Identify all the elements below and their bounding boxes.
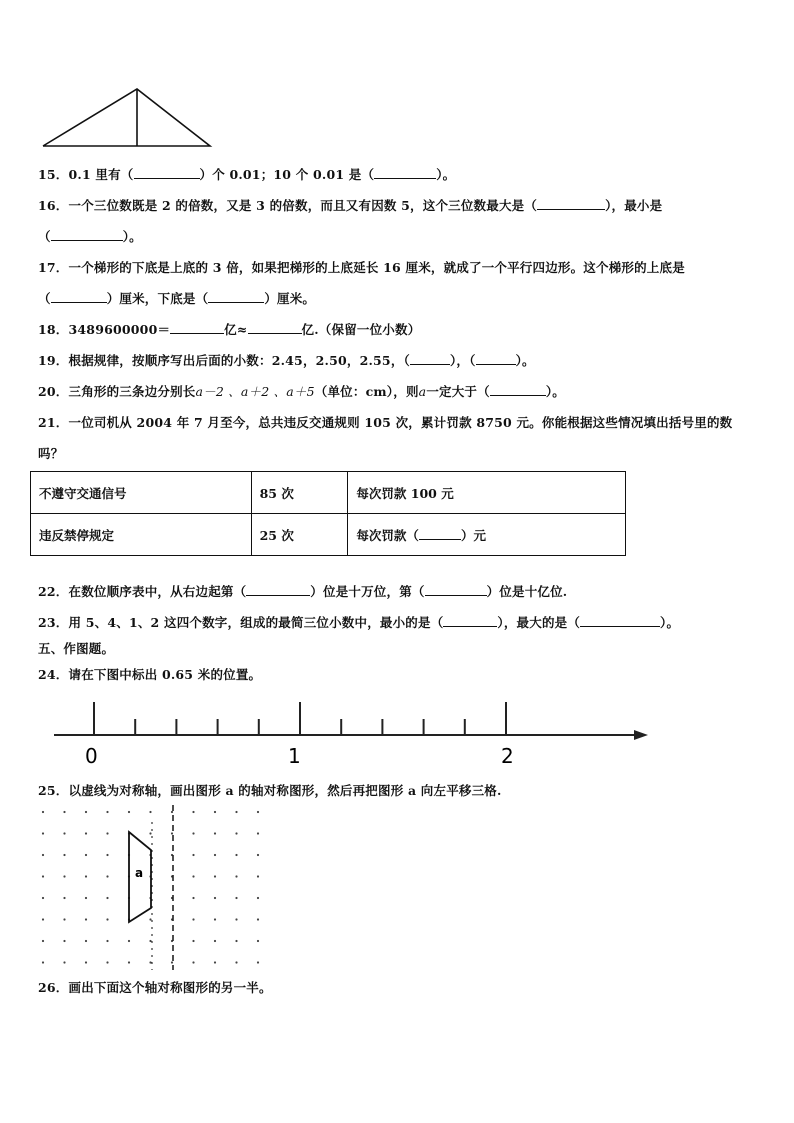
grid-dot (106, 897, 108, 899)
grid-dot (214, 811, 216, 813)
answer-blank[interactable] (419, 527, 461, 540)
answer-blank[interactable] (476, 352, 516, 365)
grid-dot (235, 940, 237, 942)
tick-label: 0 (85, 744, 98, 768)
grid-dot (106, 811, 108, 813)
grid-dot (171, 961, 173, 963)
fines-table (30, 471, 626, 556)
grid-dot (106, 832, 108, 834)
answer-blank[interactable] (443, 614, 497, 627)
grid-dot (63, 940, 65, 942)
grid-dot (106, 940, 108, 942)
answer-blank[interactable] (580, 614, 660, 627)
grid-dot (42, 940, 44, 942)
grid-dot (235, 832, 237, 834)
grid-dot (235, 875, 237, 877)
answer-blank[interactable] (490, 383, 546, 396)
figure-a-label: a (135, 866, 144, 880)
grid-dot (192, 940, 194, 942)
grid-dot (214, 832, 216, 834)
question-21: 21．一位司机从 2004 年 7 月至今，总共违反交通规则 105 次，累计罚款 8750 元。你能根据这些情况填出括号里的数 (38, 415, 733, 430)
grid-dot (42, 832, 44, 834)
grid-dot (257, 918, 259, 920)
question-17: 17．一个梯形的下底是上底的 3 倍，如果把梯形的上底延长 16 厘米，就成了一个平行四边形。这个梯形的上底是 (38, 260, 685, 275)
grid-dot (192, 854, 194, 856)
grid-dot (149, 832, 151, 834)
grid-dot (106, 854, 108, 856)
number-line (0, 690, 794, 770)
tick-label: 1 (288, 744, 301, 768)
tick-label: 2 (501, 744, 514, 768)
grid-dot (42, 854, 44, 856)
grid-dot (128, 940, 130, 942)
answer-blank[interactable] (248, 321, 302, 334)
grid-dot (149, 940, 151, 942)
grid-dot (85, 961, 87, 963)
question-21-line2: 吗？ (38, 446, 64, 461)
answer-blank[interactable] (51, 290, 107, 303)
grid-dot (106, 918, 108, 920)
grid-dot (63, 897, 65, 899)
grid-dot (235, 897, 237, 899)
question-18: 18．3489600000＝ 亿≈ 亿.（保留一位小数） (38, 322, 421, 337)
grid-dot (149, 961, 151, 963)
question-16: 16．一个三位数既是 2 的倍数，又是 3 的倍数，而且又有因数 5，这个三位数最大是（ ），最小是 (38, 198, 663, 213)
grid-dot (85, 918, 87, 920)
grid-dot (63, 854, 65, 856)
table-cell: 每次罚款（ ）元 (348, 514, 626, 556)
answer-blank[interactable] (134, 166, 200, 179)
answer-blank[interactable] (537, 197, 605, 210)
answer-blank[interactable] (246, 583, 310, 596)
grid-dot (42, 961, 44, 963)
grid-dot (257, 961, 259, 963)
variable-a: a (418, 384, 427, 399)
grid-dot (214, 854, 216, 856)
table-cell: 25 次 (251, 514, 348, 556)
grid-dot (257, 875, 259, 877)
grid-dot (106, 961, 108, 963)
grid-dot (85, 854, 87, 856)
question-22: 22．在数位顺序表中，从右边起第（ ）位是十万位，第（ ）位是十亿位. (38, 584, 568, 599)
answer-blank[interactable] (374, 166, 436, 179)
dot-grid-figure (0, 800, 794, 975)
grid-dot (63, 832, 65, 834)
grid-dot (214, 897, 216, 899)
table-row (31, 514, 626, 556)
grid-dot (214, 918, 216, 920)
grid-dot (149, 811, 151, 813)
answer-blank[interactable] (410, 352, 450, 365)
section-heading: 五、作图题。 (38, 641, 115, 656)
grid-dot (214, 961, 216, 963)
grid-dot (235, 811, 237, 813)
grid-dot (257, 832, 259, 834)
side-expression: a－2 、a＋2 、a＋5 (195, 384, 315, 399)
question-20: 20．三角形的三条边分别长a－2 、a＋2 、a＋5（单位：cm），则a一定大于（ ）。 (38, 384, 565, 399)
grid-dot (192, 811, 194, 813)
triangle-figure (0, 0, 794, 160)
answer-blank[interactable] (170, 321, 224, 334)
grid-dot (214, 940, 216, 942)
grid-dot (235, 961, 237, 963)
question-15: 15．0.1 里有（ ）个 0.01；10 个 0.01 是（ ）。 (38, 167, 456, 182)
table-cell: 每次罚款 100 元 (348, 472, 626, 514)
answer-blank[interactable] (425, 583, 487, 596)
answer-blank[interactable] (51, 228, 123, 241)
table-cell: 不遵守交通信号 (31, 472, 252, 514)
grid-dot (171, 811, 173, 813)
grid-dot (257, 940, 259, 942)
grid-dot (85, 832, 87, 834)
question-25: 25．以虚线为对称轴，画出图形 a 的轴对称图形，然后再把图形 a 向左平移三格. (38, 783, 502, 798)
answer-blank[interactable] (208, 290, 264, 303)
grid-dot (85, 897, 87, 899)
grid-dot (235, 918, 237, 920)
grid-dot (214, 875, 216, 877)
grid-dot (42, 875, 44, 877)
grid-dot (63, 961, 65, 963)
grid-dot (63, 811, 65, 813)
grid-dot (42, 811, 44, 813)
grid-dot (63, 875, 65, 877)
grid-dot (128, 811, 130, 813)
grid-dot (192, 961, 194, 963)
grid-dot (85, 811, 87, 813)
grid-dot (257, 854, 259, 856)
grid-dot (42, 897, 44, 899)
table-cell: 违反禁停规定 (31, 514, 252, 556)
grid-dot (149, 918, 151, 920)
grid-dot (192, 918, 194, 920)
grid-dot (171, 832, 173, 834)
grid-dot (85, 940, 87, 942)
question-19: 19．根据规律，按顺序写出后面的小数：2.45，2.50，2.55，（ ），（ ）。 (38, 353, 535, 368)
question-17-line2: （ ）厘米，下底是（ ）厘米。 (38, 291, 316, 306)
table-cell: 85 次 (251, 472, 348, 514)
grid-dot (106, 875, 108, 877)
question-23: 23．用 5、4、1、2 这四个数字，组成的最简三位小数中，最小的是（ ），最大的是（ ）。 (38, 615, 680, 630)
table-row (31, 472, 626, 514)
grid-dot (85, 875, 87, 877)
question-16-line2: （ ）。 (38, 229, 142, 244)
grid-dot (63, 918, 65, 920)
question-26: 26．画出下面这个轴对称图形的另一半。 (38, 980, 272, 995)
grid-dot (235, 854, 237, 856)
grid-dot (42, 918, 44, 920)
grid-dot (257, 811, 259, 813)
arrow-right-icon (634, 730, 648, 740)
grid-dot (257, 897, 259, 899)
grid-dot (128, 961, 130, 963)
question-24: 24．请在下图中标出 0.65 米的位置。 (38, 667, 262, 682)
grid-dot (192, 875, 194, 877)
grid-dot (192, 897, 194, 899)
grid-dot (192, 832, 194, 834)
